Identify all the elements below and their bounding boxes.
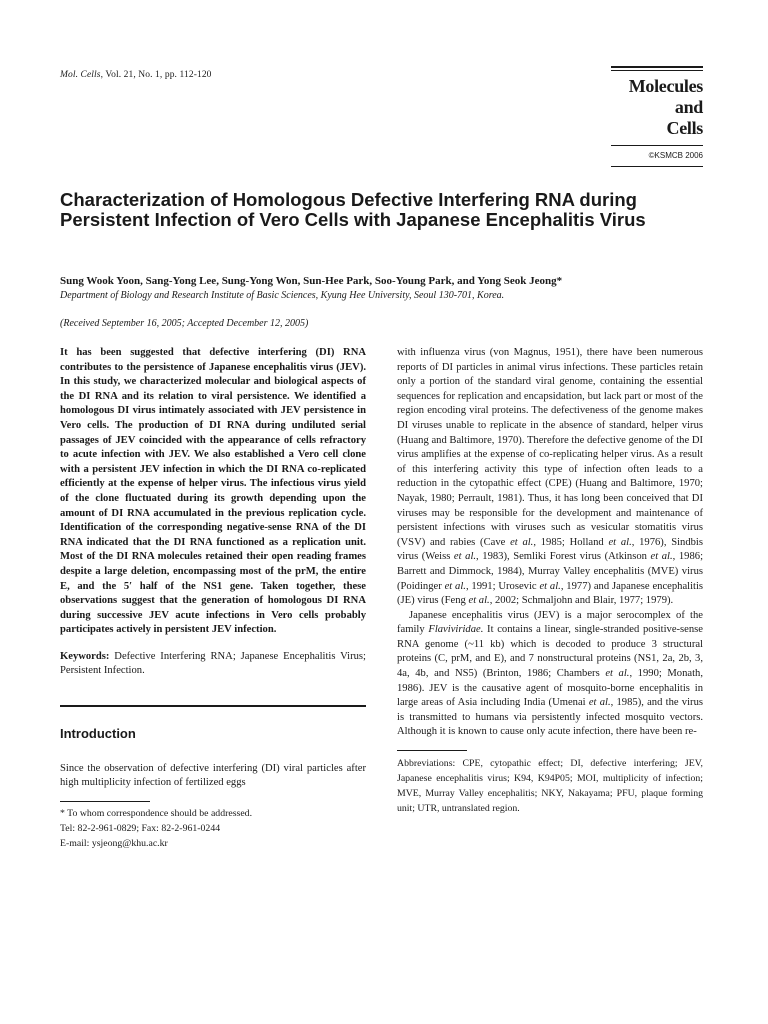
paragraph-1-part-e: , 1986; Barrett and Dimmock, 1984), Murray Valley encephalitis (MVE) virus (Poidinger — [397, 551, 704, 592]
brand-rule-top-thin — [611, 70, 703, 71]
virus-family: Flaviviridae. — [428, 624, 484, 636]
paragraph-2-part-a: Japanese encephalitis virus (JEV) is a major serocomplex of the family — [397, 609, 703, 636]
correspondence-footnote — [60, 806, 366, 851]
journal-citation — [60, 70, 212, 80]
body-paragraph-1 — [397, 346, 703, 609]
author-affiliation: Department of Biology and Research Institute of Basic Sciences, Kyung Hee University, Seoul 130-701, Korea. — [60, 290, 505, 301]
paragraph-2-part-b: It contains a linear, single-stranded positive-sense RNA genome (~11 kb) which is decoded to produce 3 structural proteins (C, prM, and E), and 7 nonstructural proteins (NS1, 2a, 2b, 3, 4a, 4b, and NS5) (Brinton, 1986; Chambers — [397, 624, 703, 680]
right-column — [397, 346, 703, 816]
abstract: It has been suggested that defective interfering (DI) RNA contributes to the persistence of Japanese encephalitis virus (JEV). In this study, we characterized molecular and biological aspects of the DI RNA and its relation to viral persistence. We identified a homologous DI virus intimately associated with JEV persistence in Vero cells. The production of DI RNA during undiluted serial passages of JEV coincided with the appearance of cells refractory to acute infection with JEV. We also established a Vero cell clone with a persistent JEV infection in which the DI RNA co-replicated efficiently at the expense of helper virus. The infectious virus yield of the clone fluctuated during its growth depending upon the amount of DI RNA accumulated in the previous replication cycle. Identification of the corresponding negative-sense RNA of the DI RNA indicated that the DI RNA functioned as a replication unit. Most of the DI RNA molecules retained their open reading frames despite a large deletion, encompassing most of the prM, the entire E, and the 5′ half of the NS1 gene. Taken together, these observations suggest that the generation of homologous DI RNA during successive JEV acute infections in Vero cells probably participates actively in persistent JEV infection. — [60, 347, 366, 636]
et-al: et al. — [444, 580, 466, 592]
paragraph-1-part-g: , 1977) and Japanese encephalitis (JE) virus (Feng — [397, 580, 704, 607]
journal-name-line1: Molecules — [628, 76, 703, 96]
brand-rule-top — [611, 66, 703, 68]
paragraph-2-part-c: , 1990; Monath, 1986). JEV is the causative agent of mosquito-borne encephalitis in large areas of Asia including India (Umenai — [397, 668, 703, 709]
brand-rule-mid — [611, 145, 703, 146]
et-al: et al. — [608, 536, 632, 548]
author-list: Sung Wook Yoon, Sang-Yong Lee, Sung-Yong Won, Sun-Hee Park, Soo-Young Park, and Yong Seok Jeong* — [60, 275, 563, 287]
journal-brand — [611, 66, 703, 167]
keywords — [60, 650, 366, 679]
paragraph-1-part-d: , 1983), Semliki Forest virus (Atkinson — [476, 551, 651, 563]
et-al: et al. — [605, 668, 630, 680]
left-column — [60, 346, 366, 851]
et-al: et al. — [510, 536, 534, 548]
keywords-text: Defective Interfering RNA; Japanese Encephalitis Virus; Persistent Infection. — [60, 650, 366, 677]
et-al: et al. — [588, 697, 611, 709]
paragraph-1-part-c: , 1976), Sindbis virus (Weiss — [397, 536, 704, 563]
paragraph-1-part-h: , 2002; Schmaljohn and Blair, 1977; 1979). — [489, 595, 674, 607]
et-al: et al. — [650, 551, 673, 563]
keywords-label: Keywords: — [60, 650, 110, 662]
received-dates: (Received September 16, 2005; Accepted December 12, 2005) — [60, 318, 309, 329]
copyright-notice: ©KSMCB 2006 — [648, 151, 703, 160]
footnote-email: E-mail: ysjeong@khu.ac.kr — [60, 837, 168, 849]
section-heading-introduction: Introduction — [60, 726, 136, 742]
introduction-text: Since the observation of defective interfering (DI) viral particles after high multiplicity infection of fertilized eggs — [60, 762, 366, 789]
abbreviations-footnote: Abbreviations: CPE, cytopathic effect; DI, defective interfering; JEV, Japanese encephalitis virus; K94, K94P05; MOI, multiplicity of infection; MVE, Murray Valley encephalitis; NKY, Nakayama; PFU, plaque forming unit; UTR, untranslated region. — [397, 758, 703, 815]
abbreviations-divider — [397, 750, 467, 751]
journal-name — [611, 76, 703, 139]
footnote-phone-fax: Tel: 82-2-961-0829; Fax: 82-2-961-0244 — [60, 822, 221, 834]
footnote-divider — [60, 801, 150, 802]
citation-details: , Vol. 21, No. 1, pp. 112-120 — [100, 70, 212, 80]
article-title: Characterization of Homologous Defective Interfering RNA during Persistent Infection of Vero Cells with Japanese Encephalitis Virus — [60, 189, 646, 230]
paragraph-1-part-a: with influenza virus (von Magnus, 1951), there have been numerous reports of DI particles in animal virus infections. These particles retain only a portion of the standard viral genome, containing the essential sequences for replication and encapsidation, but lack part or most of the region encoding viral proteins. The defectiveness of the genome makes DI viruses unable to replicate in the absence of standard, helper virus (Huang and Baltimore, 1970). Therefore the defective genome of the DI virus amplifies at the expense of co-replicating helper virus. As a result of this interfering activity this type of infection often leads to a reduction in the cytopathic effect (CPE) (Huang and Baltimore, 1970; Nayak, 1980; Perrault, 1981). Thus, it has long been conceived that DI viruses may be responsible for the development and maintenance of persistent infections with viruses such as vesicular stomatitis virus (VSV) and rabies (Cave — [397, 347, 703, 548]
et-al: et al. — [453, 551, 477, 563]
journal-name-line2: and — [674, 97, 703, 117]
journal-abbreviation: Mol. Cells — [60, 70, 101, 80]
et-al: et al. — [468, 595, 490, 607]
body-paragraph-2 — [397, 609, 703, 740]
paragraph-1-part-f: , 1991; Urosevic — [465, 580, 540, 592]
footnote-line1: * To whom correspondence should be addressed. — [60, 807, 253, 819]
brand-rule-bottom — [611, 166, 703, 167]
section-divider — [60, 705, 366, 707]
et-al: et al. — [539, 580, 561, 592]
paragraph-2-part-d: , 1985), and the virus is transmitted to humans via persistently infected mosquito vectors. Although it is known to cause only acute infection, there have been re- — [397, 697, 703, 738]
journal-name-line3: Cells — [666, 118, 703, 138]
paragraph-1-part-b: , 1985; Holland — [533, 536, 609, 548]
